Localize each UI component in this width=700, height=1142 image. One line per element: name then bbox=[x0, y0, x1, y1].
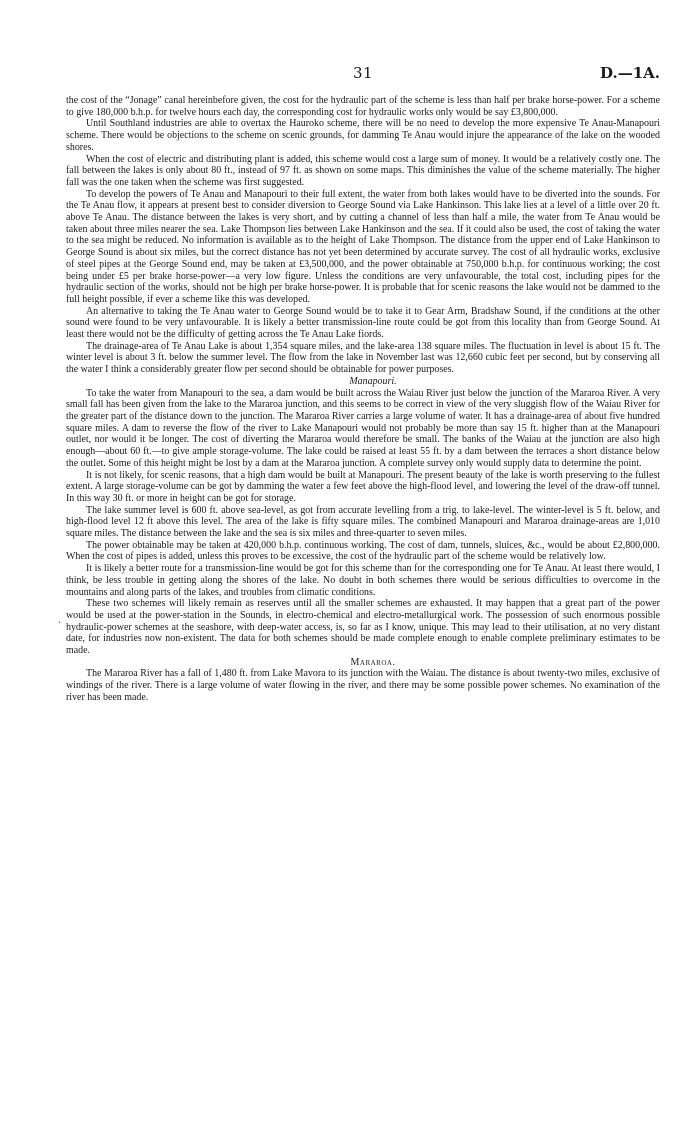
paragraph: The power obtainable may be taken at 420,000 b.h.p. continuous working. The cost of dam, tunnels, sluices, &c., would be about £2,800,000. When the cost of pipes is added, unless this proves to be excessive, the cost of the hydraulic part of the scheme would be relatively low. bbox=[66, 539, 660, 563]
paragraph: It is likely a better route for a transmission-line would be got for this scheme than for the corresponding one for Te Anau. At least there would, I think, be less trouble in getting along the shores of the lake. No doubt in both schemes there would be serious difficulties to overcome in the mountains and along parts of the lakes, and troubles from climatic conditions. bbox=[66, 563, 660, 598]
section-heading-manapouri: Manapouri. bbox=[349, 375, 397, 387]
body-text bbox=[66, 95, 660, 704]
paragraph: It is not likely, for scenic reasons, that a high dam would be built at Manapouri. The present beauty of the lake is worth preserving to the fullest extent. A large storage-volume can be got by damming the water a few feet above the high-flood level, and lowering the level of the draw-off tunnel. In this way 30 ft. or more in height can be got for storage. bbox=[66, 469, 660, 504]
paragraph: To take the water from Manapouri to the sea, a dam would be built across the Waiau River just below the junction of the Mararoa River. A very small fall has been given from the lake to the Mararoa junction, and this seems to be correct in view of the very sluggish flow of the Waiau River for the greater part of the distance down to the junction. The Mararoa River carries a large volume of water. It has a drainage-area of about five hundred square miles. A dam to reverse the flow of the river to Lake Manapouri would not probably be more than say 15 ft. higher than at the Manapouri outlet, nor would it be longer. The cost of diverting the Mararoa would therefore be small. The banks of the Waiau at the junction are also high enough—about 60 ft.—to give ample storage-volume. The lake could be raised at least 55 ft. by a dam between the terraces a short distance below the outlet. Some of this height might be lost by a dam at the Mararoa junction. A complete survey only would supply data to determine the point. bbox=[66, 387, 660, 469]
paragraph: These two schemes will likely remain as reserves until all the smaller schemes are exhausted. It may happen that a great part of the power would be used at the power-station in the Sounds, in electro-chemical and electro-metallurgical work. The possession of such enormous possible hydraulic-power schemes at the seashore, with deep-water access, is, so far as I know, unique. This may lead to their utilisation, at no very distant date, for industries now non-existent. The data for both schemes should be made complete enough to enable complete preliminary estimates to be made. bbox=[66, 598, 660, 657]
page-header bbox=[66, 64, 660, 84]
paragraph: When the cost of electric and distributing plant is added, this scheme would cost a large sum of money. It would be a relatively costly one. The fall between the lakes is only about 80 ft., instead of 97 ft. as shown on some maps. This diminishes the value of the scheme materially. The higher fall was the one taken when the scheme was first suggested. bbox=[66, 153, 660, 188]
paragraph: The Mararoa River has a fall of 1,480 ft. from Lake Mavora to its junction with the Waiau. The distance is about twenty-two miles, exclusive of windings of the river. There is a large volume of water flowing in the river, and there may be some possible power schemes. No examination of the river has been made. bbox=[66, 668, 660, 703]
paragraph: the cost of the “Jonage” canal hereinbefore given, the cost for the hydraulic part of the scheme is less than half per brake horse-power. For a scheme to give 180,000 b.h.p. for twelve hours each day, the corresponding cost for hydraulic works only would be say £3,800,000. bbox=[66, 95, 660, 118]
section-heading-mararoa: Mararoa. bbox=[350, 656, 396, 668]
paragraph: To develop the powers of Te Anau and Manapouri to their full extent, the water from both lakes would have to be diverted into the sounds. For the Te Anau flow, it appears at present best to consider diversion to George Sound via Lake Hankinson. This lake lies at a level of a little over 20 ft. above Te Anau. The distance between the lakes is very short, and by cutting a channel of less than half a mile, the water from Te Anau would be taken about three miles nearer the sea. Lake Thompson lies between Lake Hankinson and the sea. If it could also be used, the cost of taking the water to the sea might be reduced. No information is available as to the height of Lake Thompson. The distance from the upper end of Lake Hankinson to George Sound is about six miles, but the correct distance has not yet been determined by accurate survey. The cost of all hydraulic works, exclusive of steel pipes at the George Sound end, may be taken at £3,500,000, and the power obtainable at 750,000 b.h.p. for continuous working; the cost being under £5 per brake horse-power—a very low figure. Unless the conditions are very unfavourable, the total cost, including pipes for the hydraulic section of the works, should not be high per brake horse-power. It is probable that for scenic reasons the lake would not be dammed to the full height possible, if ever a scheme like this was developed. bbox=[66, 188, 660, 305]
paragraph: The drainage-area of Te Anau Lake is about 1,354 square miles, and the lake-area 138 square miles. The fluctuation in level is about 15 ft. The winter level is about 3 ft. below the summer level. The flow from the lake in November last was 12,660 cubic feet per second, but by conserving all the water I think a considerably greater flow per second should be obtainable for power purposes. bbox=[66, 340, 660, 376]
paragraph: The lake summer level is 600 ft. above sea-level, as got from accurate levelling from a trig. to lake-level. The winter-level is 5 ft. below, and high-flood level 12 ft above this level. The area of the lake is fifty square miles. The combined Manapouri and Mararoa drainage-areas are 1,010 square miles. The distance between the lake and the sea is six miles and three-quarter to seven miles. bbox=[66, 504, 660, 540]
margin-mark: · bbox=[58, 618, 62, 629]
paragraph: Until Southland industries are able to overtax the Hauroko scheme, there will be no need to develop the more expensive Te Anau-Manapouri scheme. There would be objections to the scheme on scenic grounds, for damming Te Anau would injure the appearance of the lake on the wooded shores. bbox=[66, 118, 660, 153]
page-number: 31 bbox=[352, 64, 374, 82]
paragraph: An alternative to taking the Te Anau water to George Sound would be to take it to Gear Arm, Bradshaw Sound, if the conditions at the other sound were found to be very unfavourable. It is likely a better transmission-line route could be got from this locality than from George Sound. At least there would not be the difficulty of getting across the Te Anau Lake fiords. bbox=[66, 305, 660, 341]
document-reference: D.—1A. bbox=[600, 64, 660, 82]
